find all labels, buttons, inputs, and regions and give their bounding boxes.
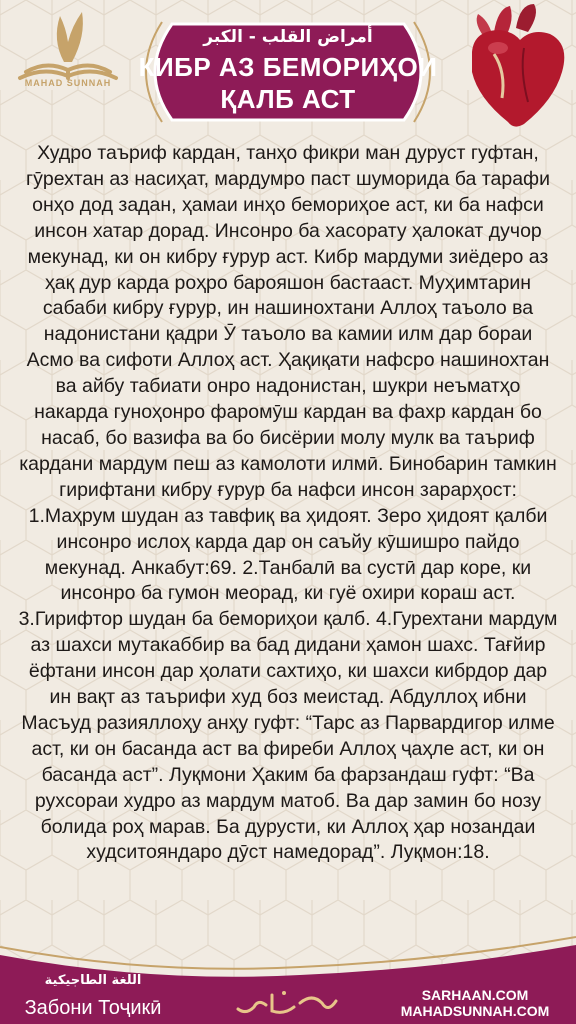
logo-text: MAHAD SUNNAH [24,78,112,88]
header [0,0,576,140]
footer-language-label: Забони Тоҷикӣ [24,997,162,1019]
heart-icon [454,2,574,132]
footer [0,925,576,1024]
title-line-1: КИБР АЗ БЕМОРИҲОИ [138,52,438,82]
title-line-2: ҚАЛБ АСТ [220,84,356,114]
footer-arabic-language: اللغة الطاجيكية [44,973,142,988]
book-quill-icon [6,2,130,112]
article-text [18,141,558,866]
sarhaan-logo-icon [232,985,342,1019]
article-paragraph: Худро таъриф кардан, танҳо фикри ман дуруст гуфтан, гӯрехтан аз насиҳат, мардумро паст шуморида ба тарафи онҳо дод задан, ҳамаи инҳо бемориҳое аст, ки ба нафси инсон хатар дорад. Инсонро ба хасорату ҳалокат дучор мекунад, ки он кибру ғурур аст. Кибр мардуми зиёдеро аз ҳақ дур карда роҳро барояшон бастааст. Муҳимтарин сабаби кибру ғурур, ин нашинохтани Аллоҳ таъоло ва надонистани қадри Ӯ таъоло ва камии илм дар бораи Асмо ва сифоти Аллоҳ аст. Ҳақиқати нафсро нашинохтан ва айбу табиати онро надонистан, шукри неъматҳо накарда гуноҳонро фаромӯш кардан ва фахр кардан бо насаб, бо вазифа ва бо бисёрии молу мулк ва таъриф кардани мардум пеш аз камолоти илмӣ. Бинобарин тамкин гирифтани кибру ғурур ба нафси инсон зарарҳост: 1.Маҳрум шудан аз тавфиқ ва ҳидоят. Зеро ҳидоят қалби инсонро ислоҳ карда дар он саъйу кӯшишро пайдо мекунад. Анкабут:69. 2.Танбалӣ ва сустӣ дар коре, ки инсонро ба гумон меорад, ки гуё охири кораш аст. 3.Гирифтор шудан ба бемориҳои қалб. 4.Гурехтани мардум аз шахси мутакаббир ва бад дидани ҳамон шахс. Тағйир ёфтани инсон дар ҳолати сахтиҳо, ки шахси кибрдор дар ин вақт аз таърифи худ боз меистад. Абдуллоҳ ибни Масъуд разияллоҳу анҳу гуфт: “Тарс аз Парвардигор илме аст, ки он басанда аст ва фиреби Аллоҳ ҷаҳле аст, ки он басанда аст”. Луқмони Ҳаким ба фарзандаш гуфт: “Ва рухсораи худро аз мардум матоб. Ва дар замин бо нозу болида роҳ марав. Ба дурусти, ки Аллоҳ ҳар нозандаи худситояндаро дӯст намедорад”. Луқмон:18. [18,142,558,864]
site-link-sarhaan[interactable]: SARHAAN.COM [421,987,529,1003]
site-link-mahadsunnah[interactable]: MAHADSUNNAH.COM [400,1003,550,1019]
arabic-title: أمراض القلب - الكبر [203,27,373,47]
